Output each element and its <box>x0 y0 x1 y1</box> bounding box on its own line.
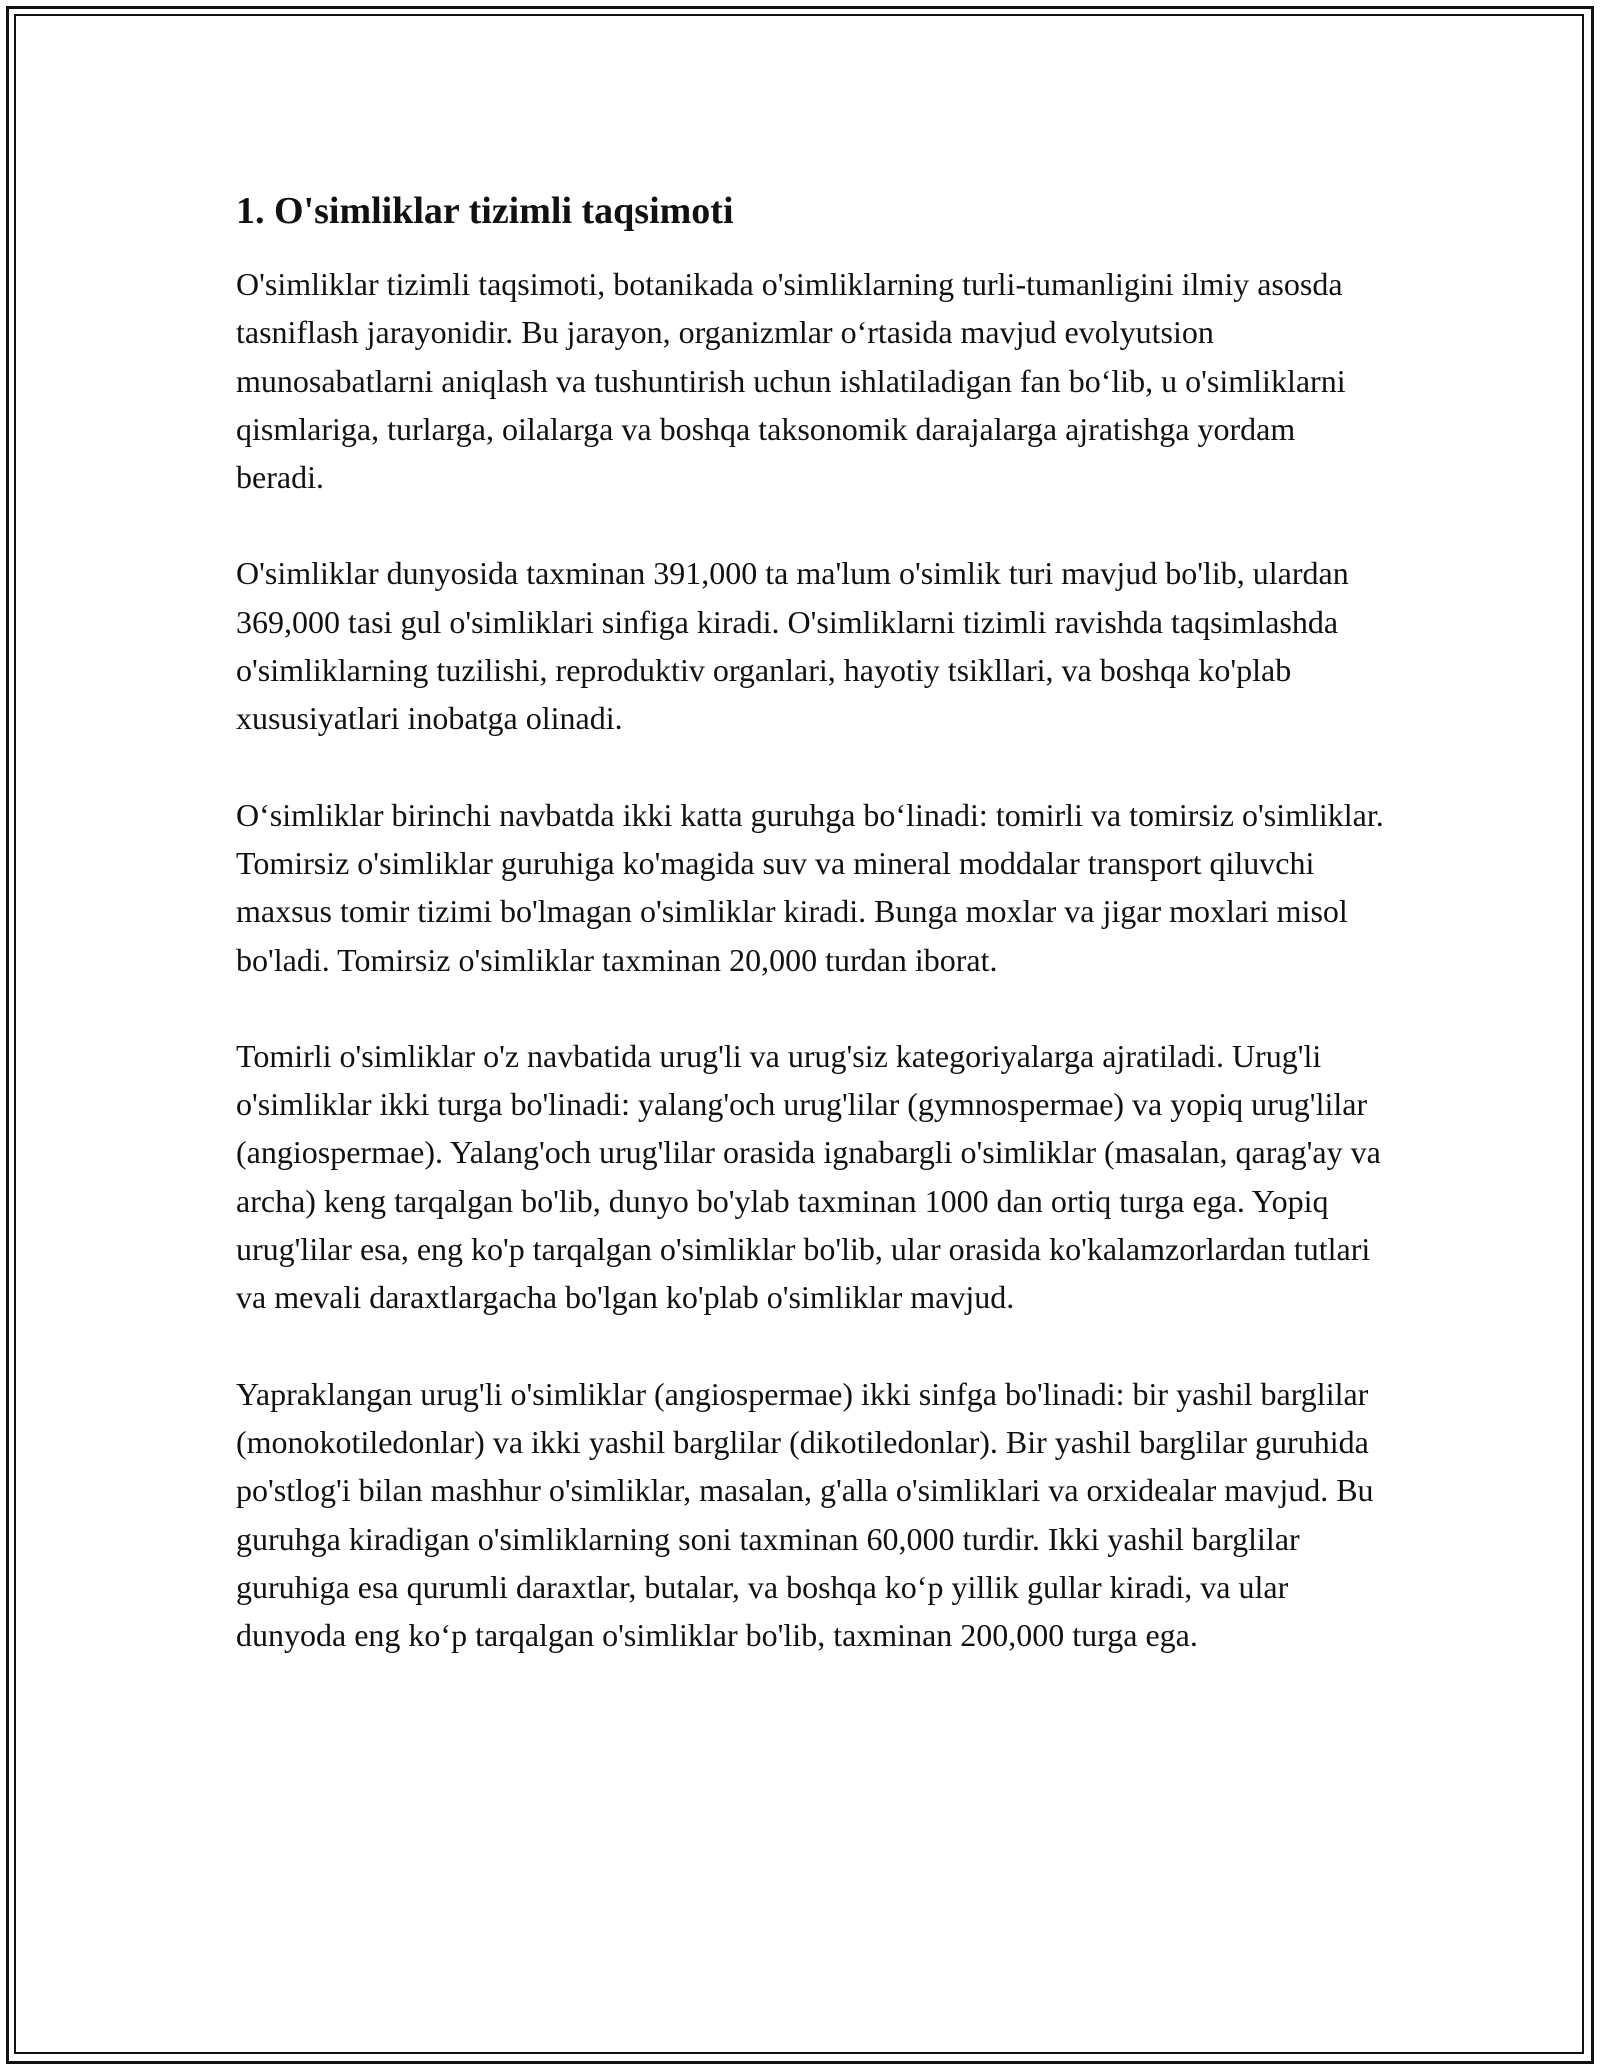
paragraph-vascular-nonvascular: O‘simliklar birinchi navbatda ikki katta guruhga bo‘linadi: tomirli va tomirsiz o'simliklar. Tomirsiz o'simliklar guruhiga ko'magida suv va mineral moddalar transport qiluvchi maxsus tomir tizimi bo'lmagan o'simliklar kiradi. Bunga moxlar va jigar moxlari misol bo'ladi. Tomirsiz o'simliklar taxminan 20,000 turdan iborat. <box>236 796 1384 978</box>
document-body <box>236 186 1386 1707</box>
section-heading: 1. O'simliklar tizimli taqsimoti <box>236 190 734 232</box>
paragraph-species-count: O'simliklar dunyosida taxminan 391,000 ta ma'lum o'simlik turi mavjud bo'lib, ulardan 369,000 tasi gul o'simliklari sinfiga kiradi. O'simliklarni tizimli ravishda taqsimlashda o'simliklarning tuzilishi, reproduktiv organlari, hayotiy tsikllari, va boshqa ko'plab xususiyatlari inobatga olinadi. <box>236 555 1349 737</box>
paragraph-intro: O'simliklar tizimli taqsimoti, botanikada o'simliklarning turli-tumanligini ilmiy asosda tasniflash jarayonidir. Bu jarayon, organizmlar o‘rtasida mavjud evolyutsion munosabatlarni aniqlash va tushuntirish uchun ishlatiladigan fan bo‘lib, u o'simliklarni qismlariga, turlarga, oilalarga va boshqa taksonomik darajalarga ajratishga yordam beradi. <box>236 266 1346 496</box>
paragraph-angiosperm-classes: Yapraklangan urug'li o'simliklar (angiospermae) ikki sinfga bo'linadi: bir yashil barglilar (monokotiledonlar) va ikki yashil barglilar (dikotiledonlar). Bir yashil barglilar guruhida po'stlog'i bilan mashhur o'simliklar, masalan, g'alla o'simliklari va orxidealar mavjud. Bu guruhga kiradigan o'simliklarning soni taxminan 60,000 turdir. Ikki yashil barglilar guruhiga esa qurumli daraxtlar, butalar, va boshqa ko‘p yillik gullar kiradi, va ular dunyoda eng ko‘p tarqalgan o'simliklar bo'lib, taxminan 200,000 turga ega. <box>236 1375 1374 1654</box>
paragraph-seed-plants: Tomirli o'simliklar o'z navbatida urug'li va urug'siz kategoriyalarga ajratiladi. Urug'li o'simliklar ikki turga bo'linadi: yalang'och urug'lilar (gymnospermae) va yopiq urug'lilar (angiospermae). Yalang'och urug'lilar orasida ignabargli o'simliklar (masalan, qarag'ay va archa) keng tarqalgan bo'lib, dunyo bo'ylab taxminan 1000 dan ortiq turga ega. Yopiq urug'lilar esa, eng ko'p tarqalgan o'simliklar bo'lib, ular orasida ko'kalamzorlardan tutlari va mevali daraxtlargacha bo'lgan ko'plab o'simliklar mavjud. <box>236 1037 1381 1316</box>
